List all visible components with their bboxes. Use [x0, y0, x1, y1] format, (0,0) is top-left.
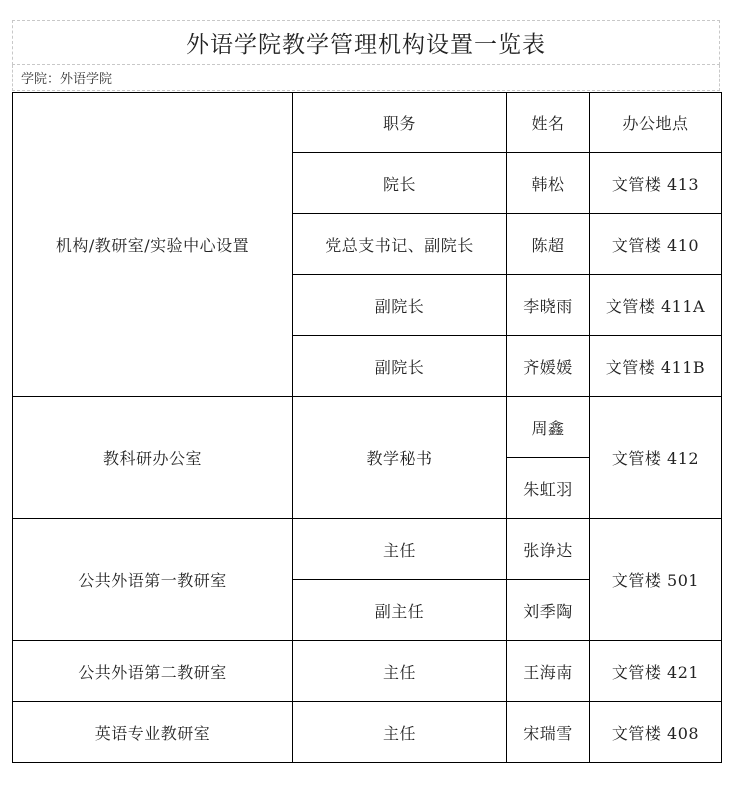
section-label: 公共外语第一教研室 — [13, 519, 293, 641]
name-cell: 王海南 — [507, 641, 590, 702]
position-cell: 党总支书记、副院长 — [293, 214, 507, 275]
org-table — [12, 92, 722, 763]
page-title: 外语学院教学管理机构设置一览表 — [12, 20, 720, 65]
header-name: 姓名 — [507, 93, 590, 153]
header-office: 办公地点 — [590, 93, 722, 153]
name-cell: 刘季陶 — [507, 580, 590, 641]
name-cell: 齐媛媛 — [507, 336, 590, 397]
section-label: 英语专业教研室 — [13, 702, 293, 763]
table-row — [13, 397, 722, 458]
office-cell: 文管楼 410 — [590, 214, 722, 275]
position-cell: 副院长 — [293, 336, 507, 397]
position-cell: 主任 — [293, 519, 507, 580]
section-label: 教科研办公室 — [13, 397, 293, 519]
name-cell: 陈超 — [507, 214, 590, 275]
position-cell: 副院长 — [293, 275, 507, 336]
office-cell: 文管楼 411A — [590, 275, 722, 336]
position-cell: 主任 — [293, 641, 507, 702]
name-cell: 李晓雨 — [507, 275, 590, 336]
section-label: 公共外语第二教研室 — [13, 641, 293, 702]
office-cell: 文管楼 408 — [590, 702, 722, 763]
office-cell: 文管楼 421 — [590, 641, 722, 702]
office-cell: 文管楼 501 — [590, 519, 722, 641]
section-label: 机构/教研室/实验中心设置 — [13, 93, 293, 397]
position-cell: 院长 — [293, 153, 507, 214]
office-cell: 文管楼 412 — [590, 397, 722, 519]
position-cell: 教学秘书 — [293, 397, 507, 519]
name-cell: 周鑫 — [507, 397, 590, 458]
name-cell: 韩松 — [507, 153, 590, 214]
table-row — [13, 93, 722, 153]
name-cell: 宋瑞雪 — [507, 702, 590, 763]
position-cell: 主任 — [293, 702, 507, 763]
office-cell: 文管楼 411B — [590, 336, 722, 397]
header-position: 职务 — [293, 93, 507, 153]
name-cell: 朱虹羽 — [507, 458, 590, 519]
name-cell: 张诤达 — [507, 519, 590, 580]
table-row — [13, 519, 722, 580]
table-row — [13, 702, 722, 763]
position-cell: 副主任 — [293, 580, 507, 641]
office-cell: 文管楼 413 — [590, 153, 722, 214]
table-row — [13, 641, 722, 702]
college-line: 学院：外语学院 — [12, 65, 720, 91]
